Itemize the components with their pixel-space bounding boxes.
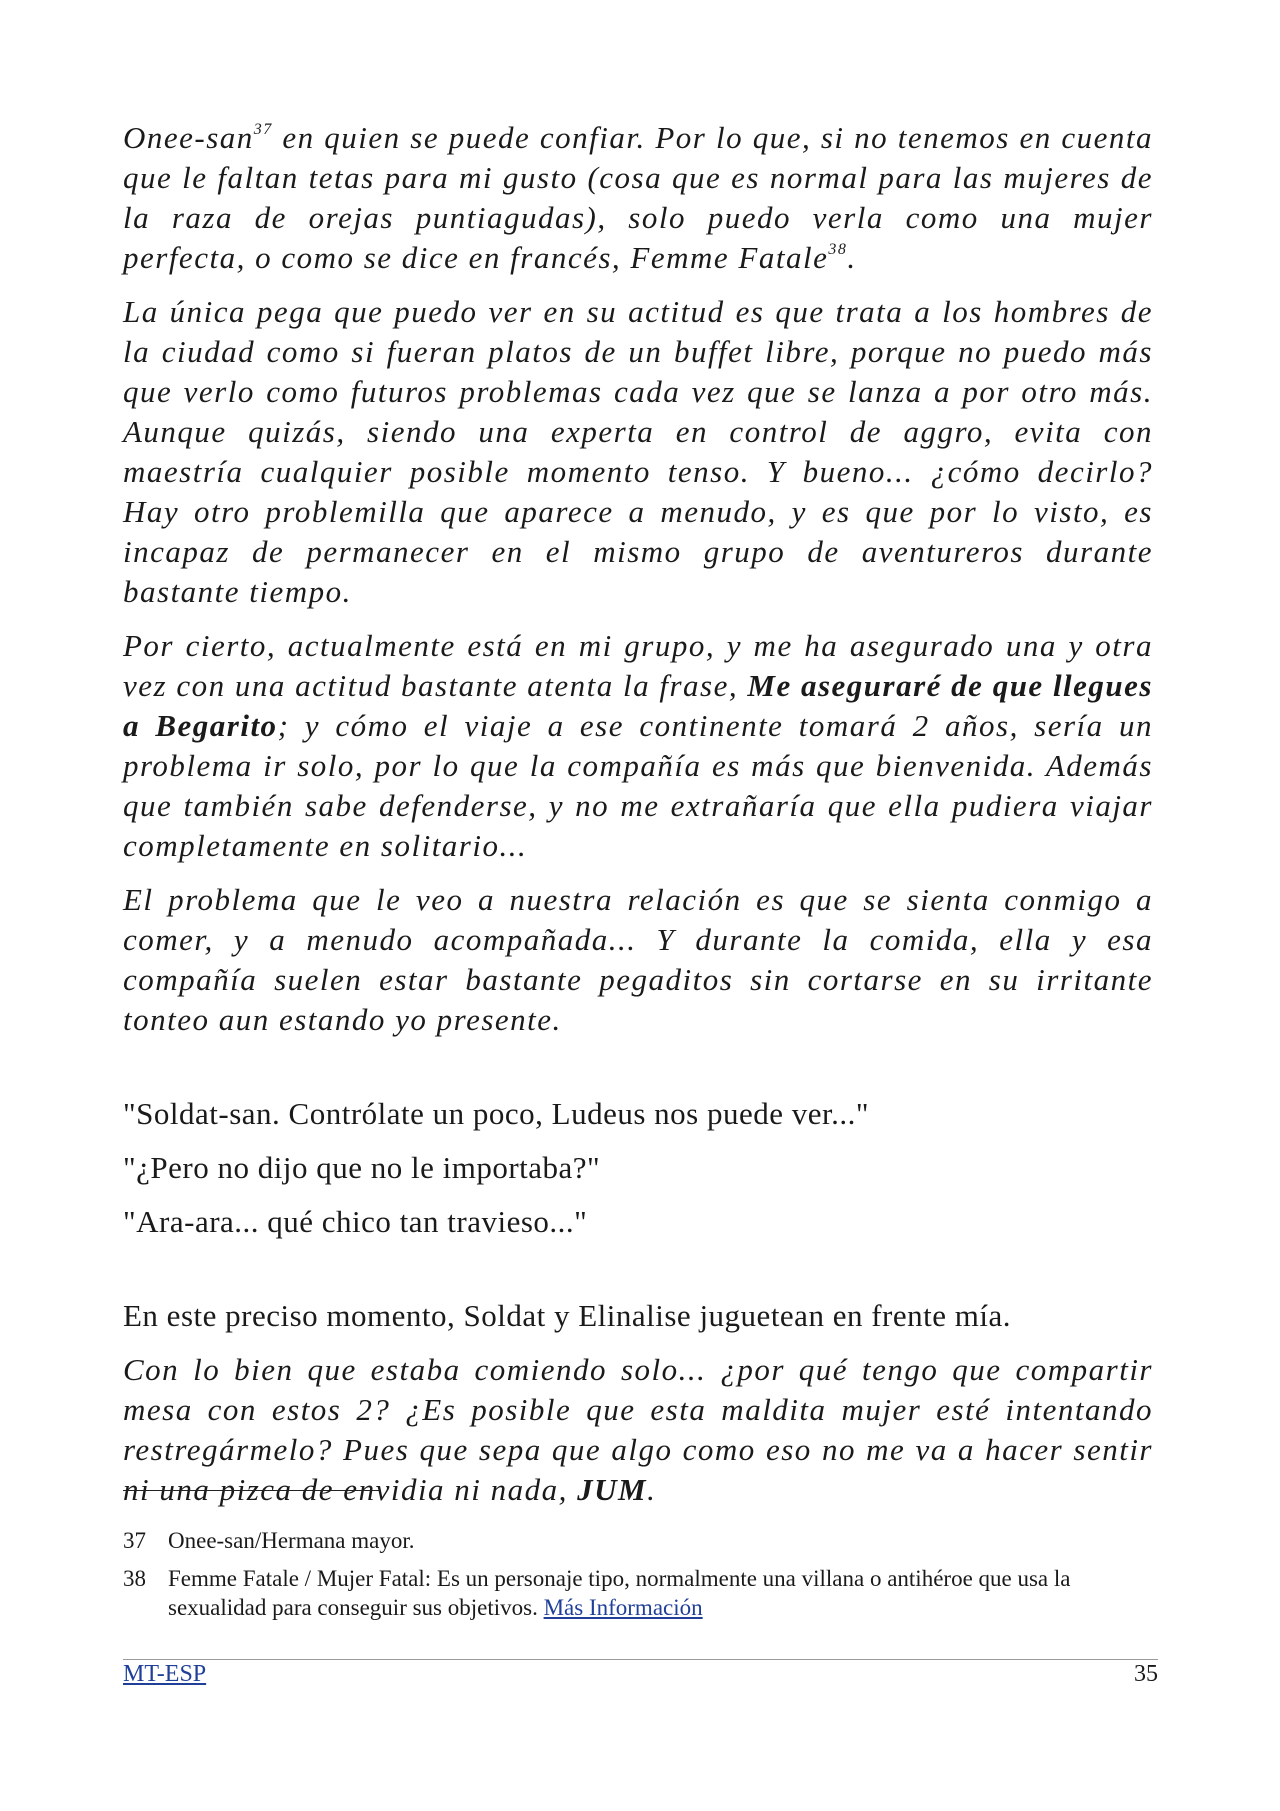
paragraph-1 [123, 118, 1153, 278]
body-text [123, 118, 1153, 1524]
more-info-link[interactable]: Más Información [543, 1595, 703, 1620]
footnote-number: 38 [123, 1566, 146, 1591]
paragraph-1-text-c: . [847, 240, 857, 275]
footnote-38 [123, 1564, 1158, 1622]
footnote-divider [123, 1490, 381, 1491]
dialogue-line-3: "Ara-ara... qué chico tan travieso..." [123, 1204, 588, 1239]
paragraph-6-text-a: Con lo bien que estaba comiendo solo... ¿por qué tengo que compartir mesa con estos 2? ¿Es posible que esta maldita mujer esté intentando restregármelo? Pues que sepa que algo como eso no me va a hacer sentir ni una pizca de envidia ni nada, [123, 1352, 1153, 1507]
paragraph-3-text-b: ; y cómo el viaje a ese continente tomará 2 años, sería un problema ir solo, por lo que la compañía es más que bienvenida. Además que también sabe defenderse, y no me extrañaría que ella pudiera viajar completamente en solitario... [123, 708, 1153, 863]
paragraph-4: El problema que le veo a nuestra relación es que se sienta conmigo a comer, y a menudo acompañada... Y durante la comida, ella y esa compañía suelen estar bastante pegaditos sin cortarse en su irritante tonteo aun estando yo presente. [123, 882, 1153, 1037]
spacer [123, 1054, 1153, 1094]
paragraph-3-bold: Me aseguraré de que llegues a Begarito [123, 668, 1153, 743]
footnote-ref-37[interactable]: 37 [253, 121, 273, 138]
paragraph-3-text-a: Por cierto, actualmente está en mi grupo, y me ha asegurado una y otra vez con una actitud bastante atenta la frase, [123, 628, 1153, 703]
footnotes [123, 1526, 1158, 1631]
footer-divider [123, 1659, 1158, 1660]
footnote-text: Onee-san/Hermana mayor. [168, 1528, 415, 1553]
footer-link[interactable]: MT-ESP [123, 1661, 207, 1687]
paragraph-6-text-b: . [647, 1472, 657, 1507]
footnote-number: 37 [123, 1528, 146, 1553]
paragraph-2: La única pega que puedo ver en su actitud es que trata a los hombres de la ciudad como si fueran platos de un buffet libre, porque no puedo más que verlo como futuros problemas cada vez que se lanza a por otro más. Aunque quizás, siendo una experta en control de aggro, evita con maestría cualquier posible momento tenso. Y bueno... ¿cómo decirlo? Hay otro problemilla que aparece a menudo, y es que por lo visto, es incapaz de permanecer en el mismo grupo de aventureros durante bastante tiempo. [123, 294, 1153, 609]
spacer [123, 1256, 1153, 1296]
footnote-ref-38[interactable]: 38 [828, 241, 848, 258]
dialogue-line-1: "Soldat-san. Contrólate un poco, Ludeus nos puede ver..." [123, 1096, 870, 1131]
footnote-37 [123, 1526, 1158, 1555]
footnote-text-wrapper [168, 1564, 1158, 1622]
paragraph-6 [123, 1350, 1153, 1510]
paragraph-5: En este preciso momento, Soldat y Elinalise juguetean en frente mía. [123, 1298, 1011, 1333]
dialogue-line-2: "¿Pero no dijo que no le importaba?" [123, 1150, 601, 1185]
footnote-text: Femme Fatale / Mujer Fatal: Es un personaje tipo, normalmente una villana o antihéroe que usa la sexualidad para conseguir sus objetivos. [168, 1566, 1071, 1620]
paragraph-1-text-b: en quien se puede confiar. Por lo que, si no tenemos en cuenta que le faltan tetas para mi gusto (cosa que es normal para las mujeres de la raza de orejas puntiagudas), solo puedo verla como una mujer perfecta, o como se dice en francés, Femme Fatale [123, 120, 1153, 275]
paragraph-6-bold: JUM [577, 1472, 648, 1507]
paragraph-1-text-a: Onee-san [123, 120, 254, 155]
paragraph-3 [123, 626, 1153, 866]
page-number: 35 [1134, 1661, 1158, 1687]
